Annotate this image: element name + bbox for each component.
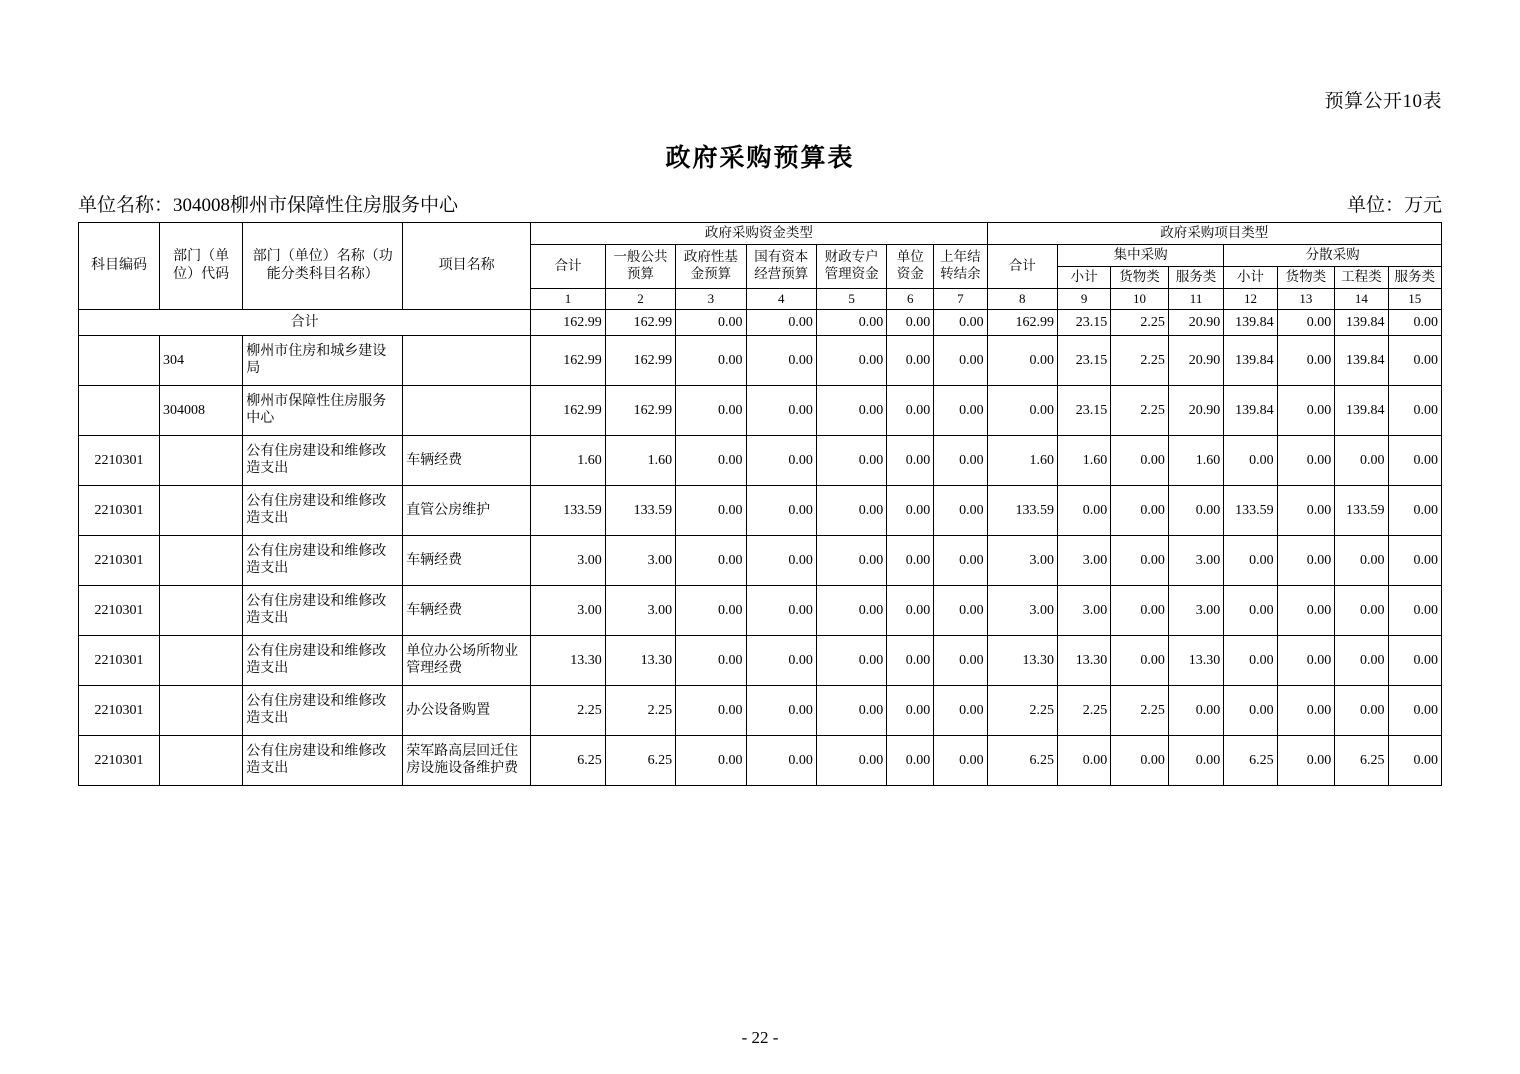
col-number-7: 7 xyxy=(934,288,987,309)
cell-value: 3.00 xyxy=(1168,585,1223,635)
col-header-dec-engineering: 工程类 xyxy=(1335,266,1388,288)
cell-value: 0.00 xyxy=(887,335,934,385)
cell-value: 0.00 xyxy=(1388,685,1442,735)
cell-code: 2210301 xyxy=(79,435,160,485)
cell-value: 13.30 xyxy=(1168,635,1223,685)
cell-value: 0.00 xyxy=(887,535,934,585)
cell-value: 139.84 xyxy=(1335,335,1388,385)
cell-value: 0.00 xyxy=(676,685,746,735)
cell-value: 0.00 xyxy=(887,485,934,535)
cell-value: 0.00 xyxy=(676,635,746,685)
cell-value: 0.00 xyxy=(1111,535,1169,585)
cell-value: 139.84 xyxy=(1335,385,1388,435)
cell-value: 139.84 xyxy=(1335,309,1388,335)
cell-dept-code xyxy=(160,585,243,635)
col-header-unit-fund: 单位资金 xyxy=(887,244,934,288)
cell-value: 6.25 xyxy=(531,735,606,785)
cell-value: 0.00 xyxy=(746,735,816,785)
cell-value: 0.00 xyxy=(816,335,886,385)
cell-value: 0.00 xyxy=(746,685,816,735)
col-number-1: 1 xyxy=(531,288,606,309)
col-header-fund-total: 合计 xyxy=(531,244,606,288)
cell-value: 0.00 xyxy=(676,535,746,585)
cell-dept-name: 柳州市住房和城乡建设局 xyxy=(243,335,403,385)
cell-value: 0.00 xyxy=(1277,435,1335,485)
cell-value: 2.25 xyxy=(1111,309,1169,335)
cell-project-name xyxy=(403,385,531,435)
cell-value: 0.00 xyxy=(816,485,886,535)
cell-value: 0.00 xyxy=(746,335,816,385)
table-row xyxy=(79,535,1442,585)
cell-value: 0.00 xyxy=(676,435,746,485)
cell-value: 0.00 xyxy=(1277,309,1335,335)
cell-value: 0.00 xyxy=(887,309,934,335)
group-header-fund-type: 政府采购资金类型 xyxy=(531,223,987,245)
col-number-4: 4 xyxy=(746,288,816,309)
cell-value: 162.99 xyxy=(987,309,1057,335)
cell-project-name: 直管公房维护 xyxy=(403,485,531,535)
cell-value: 0.00 xyxy=(1335,685,1388,735)
cell-project-name: 车辆经费 xyxy=(403,535,531,585)
cell-value: 162.99 xyxy=(605,385,675,435)
cell-value: 0.00 xyxy=(934,385,987,435)
cell-value: 0.00 xyxy=(1388,335,1442,385)
cell-value: 0.00 xyxy=(934,335,987,385)
cell-value: 0.00 xyxy=(676,585,746,635)
cell-project-name: 荣军路高层回迁住房设施设备维护费 xyxy=(403,735,531,785)
cell-value: 13.30 xyxy=(531,635,606,685)
table-body xyxy=(79,309,1442,785)
cell-value: 0.00 xyxy=(1388,309,1442,335)
cell-value: 0.00 xyxy=(887,585,934,635)
col-number-3: 3 xyxy=(676,288,746,309)
cell-value: 0.00 xyxy=(1224,585,1277,635)
unit-name-label: 单位名称：304008柳州市保障性住房服务中心 xyxy=(78,195,459,216)
cell-value: 0.00 xyxy=(816,385,886,435)
form-tag: 预算公开10表 xyxy=(1324,91,1442,112)
cell-value: 0.00 xyxy=(746,435,816,485)
cell-value: 0.00 xyxy=(1388,535,1442,585)
cell-dept-code xyxy=(160,535,243,585)
cell-value: 0.00 xyxy=(816,309,886,335)
cell-dept-code xyxy=(160,485,243,535)
cell-dept-name: 公有住房建设和维修改造支出 xyxy=(243,585,403,635)
group-header-project-type: 政府采购项目类型 xyxy=(987,223,1441,245)
cell-project-name: 单位办公场所物业管理经费 xyxy=(403,635,531,685)
cell-value: 6.25 xyxy=(987,735,1057,785)
cell-value: 0.00 xyxy=(1111,735,1169,785)
table-row xyxy=(79,309,1442,335)
table-row xyxy=(79,385,1442,435)
cell-value: 0.00 xyxy=(1277,485,1335,535)
col-number-2: 2 xyxy=(605,288,675,309)
cell-value: 0.00 xyxy=(1388,385,1442,435)
cell-value: 0.00 xyxy=(887,635,934,685)
table-row xyxy=(79,335,1442,385)
cell-project-name: 办公设备购置 xyxy=(403,685,531,735)
cell-value: 0.00 xyxy=(746,535,816,585)
table-row xyxy=(79,435,1442,485)
cell-dept-name: 柳州市保障性住房服务中心 xyxy=(243,385,403,435)
cell-value: 0.00 xyxy=(746,485,816,535)
col-number-15: 15 xyxy=(1388,288,1442,309)
cell-value: 162.99 xyxy=(531,385,606,435)
cell-value: 0.00 xyxy=(1224,435,1277,485)
row-total-label: 合计 xyxy=(79,309,531,335)
cell-value: 0.00 xyxy=(887,685,934,735)
cell-value: 0.00 xyxy=(1111,635,1169,685)
cell-value: 3.00 xyxy=(1168,535,1223,585)
cell-dept-code xyxy=(160,635,243,685)
cell-value: 1.60 xyxy=(987,435,1057,485)
cell-value: 133.59 xyxy=(605,485,675,535)
cell-value: 0.00 xyxy=(1277,685,1335,735)
cell-value: 0.00 xyxy=(1388,485,1442,535)
cell-value: 0.00 xyxy=(676,735,746,785)
col-header-prev-balance: 上年结转结余 xyxy=(934,244,987,288)
cell-value: 6.25 xyxy=(1335,735,1388,785)
cell-value: 139.84 xyxy=(1224,385,1277,435)
col-number-5: 5 xyxy=(816,288,886,309)
col-header-dept-code: 部门（单位）代码 xyxy=(160,223,243,310)
cell-value: 20.90 xyxy=(1168,385,1223,435)
col-header-project-total: 合计 xyxy=(987,244,1057,288)
col-header-project-name: 项目名称 xyxy=(403,223,531,310)
cell-value: 0.00 xyxy=(1335,535,1388,585)
cell-value: 0.00 xyxy=(1388,435,1442,485)
col-number-9: 9 xyxy=(1057,288,1110,309)
cell-value: 2.25 xyxy=(531,685,606,735)
cell-value: 1.60 xyxy=(531,435,606,485)
cell-value: 0.00 xyxy=(1388,585,1442,635)
procurement-budget-table xyxy=(78,222,1442,786)
cell-value: 139.84 xyxy=(1224,335,1277,385)
cell-dept-name: 公有住房建设和维修改造支出 xyxy=(243,485,403,535)
cell-value: 0.00 xyxy=(746,635,816,685)
cell-value: 2.25 xyxy=(1057,685,1110,735)
col-header-dec-sub: 小计 xyxy=(1224,266,1277,288)
cell-value: 3.00 xyxy=(531,535,606,585)
col-header-dec-service: 服务类 xyxy=(1388,266,1442,288)
cell-value: 3.00 xyxy=(987,585,1057,635)
col-header-dept-name: 部门（单位）名称（功能分类科目名称） xyxy=(243,223,403,310)
cell-value: 0.00 xyxy=(1168,685,1223,735)
cell-value: 0.00 xyxy=(934,735,987,785)
cell-value: 0.00 xyxy=(1388,635,1442,685)
cell-dept-name: 公有住房建设和维修改造支出 xyxy=(243,685,403,735)
col-header-cent-goods: 货物类 xyxy=(1111,266,1169,288)
cell-value: 0.00 xyxy=(1335,635,1388,685)
cell-value: 3.00 xyxy=(605,585,675,635)
col-header-code: 科目编码 xyxy=(79,223,160,310)
col-number-8: 8 xyxy=(987,288,1057,309)
cell-dept-name: 公有住房建设和维修改造支出 xyxy=(243,435,403,485)
cell-value: 0.00 xyxy=(1388,735,1442,785)
col-header-general-public: 一般公共预算 xyxy=(605,244,675,288)
cell-value: 2.25 xyxy=(987,685,1057,735)
cell-value: 0.00 xyxy=(1277,735,1335,785)
cell-dept-name: 公有住房建设和维修改造支出 xyxy=(243,635,403,685)
cell-value: 2.25 xyxy=(605,685,675,735)
col-number-11: 11 xyxy=(1168,288,1223,309)
cell-project-name: 车辆经费 xyxy=(403,435,531,485)
cell-code: 2210301 xyxy=(79,635,160,685)
cell-value: 0.00 xyxy=(934,435,987,485)
cell-value: 2.25 xyxy=(1111,685,1169,735)
col-header-cent-service: 服务类 xyxy=(1168,266,1223,288)
cell-value: 0.00 xyxy=(1335,435,1388,485)
cell-value: 133.59 xyxy=(987,485,1057,535)
cell-value: 133.59 xyxy=(1224,485,1277,535)
group-header-centralized: 集中采购 xyxy=(1057,244,1223,266)
cell-value: 0.00 xyxy=(676,385,746,435)
cell-value: 0.00 xyxy=(987,335,1057,385)
cell-value: 133.59 xyxy=(531,485,606,535)
cell-value: 0.00 xyxy=(676,335,746,385)
cell-value: 13.30 xyxy=(1057,635,1110,685)
cell-value: 162.99 xyxy=(605,335,675,385)
cell-value: 1.60 xyxy=(1168,435,1223,485)
cell-value: 0.00 xyxy=(816,635,886,685)
cell-value: 162.99 xyxy=(605,309,675,335)
col-number-12: 12 xyxy=(1224,288,1277,309)
cell-value: 0.00 xyxy=(1335,585,1388,635)
cell-code xyxy=(79,335,160,385)
cell-value: 0.00 xyxy=(934,485,987,535)
col-number-13: 13 xyxy=(1277,288,1335,309)
cell-value: 0.00 xyxy=(934,535,987,585)
cell-dept-name: 公有住房建设和维修改造支出 xyxy=(243,535,403,585)
cell-value: 0.00 xyxy=(1168,735,1223,785)
cell-value: 20.90 xyxy=(1168,309,1223,335)
cell-value: 3.00 xyxy=(605,535,675,585)
cell-value: 0.00 xyxy=(746,385,816,435)
cell-value: 0.00 xyxy=(676,309,746,335)
cell-value: 23.15 xyxy=(1057,309,1110,335)
cell-value: 0.00 xyxy=(1277,535,1335,585)
cell-value: 1.60 xyxy=(605,435,675,485)
cell-value: 3.00 xyxy=(987,535,1057,585)
meta-row xyxy=(78,190,1442,216)
cell-value: 0.00 xyxy=(934,585,987,635)
cell-value: 162.99 xyxy=(531,335,606,385)
cell-value: 0.00 xyxy=(1277,335,1335,385)
cell-value: 0.00 xyxy=(816,435,886,485)
cell-value: 0.00 xyxy=(1277,385,1335,435)
cell-value: 2.25 xyxy=(1111,385,1169,435)
cell-value: 0.00 xyxy=(1277,635,1335,685)
cell-value: 0.00 xyxy=(1277,585,1335,635)
cell-project-name: 车辆经费 xyxy=(403,585,531,635)
cell-code: 2210301 xyxy=(79,485,160,535)
cell-value: 13.30 xyxy=(987,635,1057,685)
cell-value: 0.00 xyxy=(1168,485,1223,535)
table-row xyxy=(79,685,1442,735)
cell-value: 1.60 xyxy=(1057,435,1110,485)
page-number: - 22 - xyxy=(741,1028,779,1047)
cell-value: 0.00 xyxy=(816,585,886,635)
col-header-cent-sub: 小计 xyxy=(1057,266,1110,288)
cell-value: 2.25 xyxy=(1111,335,1169,385)
table-header-row-1 xyxy=(79,223,1442,245)
currency-unit-label: 单位：万元 xyxy=(1346,195,1442,216)
cell-value: 139.84 xyxy=(1224,309,1277,335)
cell-value: 0.00 xyxy=(816,735,886,785)
cell-value: 13.30 xyxy=(605,635,675,685)
cell-value: 0.00 xyxy=(676,485,746,535)
cell-value: 0.00 xyxy=(934,635,987,685)
col-header-gov-fund: 政府性基金预算 xyxy=(676,244,746,288)
group-header-decentralized: 分散采购 xyxy=(1224,244,1442,266)
cell-value: 20.90 xyxy=(1168,335,1223,385)
cell-dept-code xyxy=(160,435,243,485)
cell-value: 0.00 xyxy=(934,309,987,335)
cell-value: 0.00 xyxy=(1057,735,1110,785)
cell-value: 0.00 xyxy=(1057,485,1110,535)
cell-value: 0.00 xyxy=(816,535,886,585)
cell-project-name xyxy=(403,335,531,385)
cell-value: 0.00 xyxy=(1111,435,1169,485)
table-row xyxy=(79,735,1442,785)
cell-value: 3.00 xyxy=(1057,585,1110,635)
cell-value: 0.00 xyxy=(987,385,1057,435)
cell-value: 0.00 xyxy=(887,435,934,485)
cell-dept-code xyxy=(160,735,243,785)
cell-value: 0.00 xyxy=(1111,585,1169,635)
cell-dept-code xyxy=(160,685,243,735)
cell-value: 133.59 xyxy=(1335,485,1388,535)
cell-value: 0.00 xyxy=(934,685,987,735)
cell-value: 23.15 xyxy=(1057,385,1110,435)
cell-value: 0.00 xyxy=(1224,685,1277,735)
cell-value: 23.15 xyxy=(1057,335,1110,385)
col-number-14: 14 xyxy=(1335,288,1388,309)
cell-value: 162.99 xyxy=(531,309,606,335)
cell-code: 2210301 xyxy=(79,735,160,785)
cell-value: 6.25 xyxy=(1224,735,1277,785)
cell-code: 2210301 xyxy=(79,585,160,635)
col-number-6: 6 xyxy=(887,288,934,309)
table-row xyxy=(79,635,1442,685)
cell-value: 0.00 xyxy=(1224,535,1277,585)
col-number-10: 10 xyxy=(1111,288,1169,309)
table-row xyxy=(79,585,1442,635)
cell-value: 0.00 xyxy=(816,685,886,735)
cell-value: 6.25 xyxy=(605,735,675,785)
col-header-dec-goods: 货物类 xyxy=(1277,266,1335,288)
cell-value: 0.00 xyxy=(887,385,934,435)
cell-dept-code: 304 xyxy=(160,335,243,385)
col-header-soe-capital: 国有资本经营预算 xyxy=(746,244,816,288)
cell-value: 0.00 xyxy=(746,585,816,635)
cell-value: 0.00 xyxy=(887,735,934,785)
cell-value: 0.00 xyxy=(1224,635,1277,685)
table-row xyxy=(79,485,1442,535)
col-header-fiscal-special: 财政专户管理资金 xyxy=(816,244,886,288)
cell-value: 3.00 xyxy=(531,585,606,635)
cell-code: 2210301 xyxy=(79,535,160,585)
cell-dept-code: 304008 xyxy=(160,385,243,435)
cell-code xyxy=(79,385,160,435)
page-title: 政府采购预算表 xyxy=(665,145,855,172)
cell-dept-name: 公有住房建设和维修改造支出 xyxy=(243,735,403,785)
cell-value: 3.00 xyxy=(1057,535,1110,585)
cell-value: 0.00 xyxy=(746,309,816,335)
cell-value: 0.00 xyxy=(1111,485,1169,535)
cell-code: 2210301 xyxy=(79,685,160,735)
